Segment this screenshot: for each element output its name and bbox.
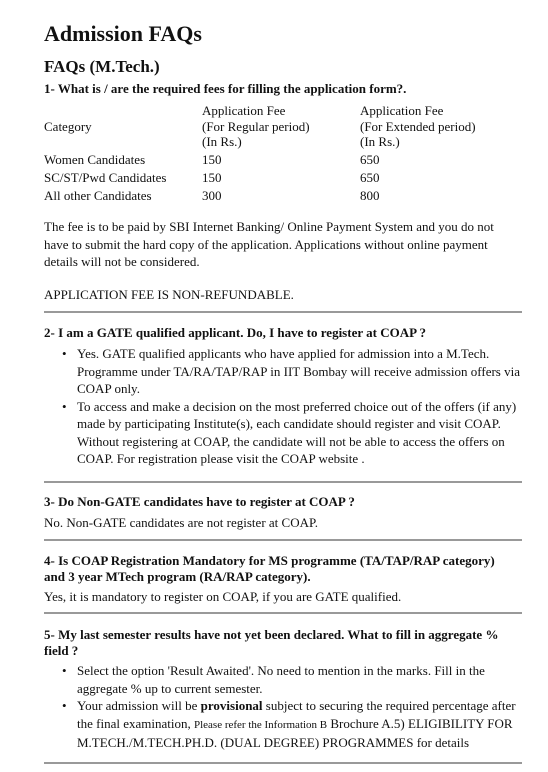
divider [44,481,522,483]
page-title: Admission FAQs [44,21,202,46]
header-extended-line: (In Rs.) [360,134,400,149]
cell-category: Women Candidates [44,152,146,167]
header-extended-line: Application Fee [360,103,444,118]
cell-category: All other Candidates [44,188,152,203]
section-subtitle: FAQs (M.Tech.) [44,57,160,76]
header-regular-line: (In Rs.) [202,134,242,149]
answer-5-text: Your admission will be [77,698,201,713]
list-item [44,697,524,752]
question-3: 3- Do Non-GATE candidates have to register at COAP ? [44,494,355,509]
cell-category: SC/ST/Pwd Candidates [44,170,167,185]
fee-table-header [44,103,476,150]
header-regular-line: (For Regular period) [202,118,310,134]
answer-3: No. Non-GATE candidates are not register at COAP. [44,515,319,530]
divider [44,539,522,541]
question-2: 2- I am a GATE qualified applicant. Do, I have to register at COAP ? [44,325,427,340]
answer-4: Yes, it is mandatory to register on COAP, if you are GATE qualified. [44,589,402,604]
non-refundable-note: APPLICATION FEE IS NON-REFUNDABLE. [44,287,294,302]
question-4: 4- Is COAP Registration Mandatory for MS programme (TA/TAP/RAP category) and 3 year MTech program (RA/RAP category). [44,553,495,584]
header-regular [202,103,360,150]
cell-extended: 800 [360,188,380,203]
answer-5-list [44,662,524,752]
list-item: • Yes. GATE qualified applicants who have applied for admission into a M.Tech. Programme under TA/RA/TAP/RAP in IIT Bombay will receive admission offers via COAP only. [44,345,524,398]
table-row [44,150,476,168]
table-row [44,186,476,204]
cell-extended: 650 [360,152,380,167]
list-item: • Select the option 'Result Awaited'. No need to mention in the marks. Fill in the aggregate % up to current semester. [44,662,524,697]
header-extended-line: (For Extended period) [360,118,476,134]
list-item: • To access and make a decision on the most preferred choice out of the offers (if any) made by participating Institute(s), each candidate should register and visit COAP. Without registering at COAP, the candidate will not be able to access the offers on COAP. For registration please visit the COAP website . [44,398,524,468]
header-category: Category [44,118,92,134]
cell-regular: 300 [202,188,222,203]
cell-extended: 650 [360,170,380,185]
divider [44,612,522,614]
question-5: 5- My last semester results have not yet been declared. What to fill in aggregate % field ? [44,627,499,658]
header-regular-line: Application Fee [202,103,286,118]
question-1: 1- What is / are the required fees for filling the application form?. [44,81,407,96]
provisional-emphasis: provisional [200,698,263,713]
fee-payment-note: The fee is to be paid by SBI Internet Banking/ Online Payment System and you do not have to submit the hard copy of the application. Applications without online payment details will not be considered. [44,219,494,269]
answer-5-text: Brochure A.5) ELIGIBILITY FOR M.TECH./M.TECH.PH.D. (DUAL DEGREE) PROGRAMMES for details [77,715,513,750]
cell-regular: 150 [202,152,222,167]
table-row [44,168,476,186]
divider [44,311,522,313]
answer-5-reference: Please refer the Information B [193,718,328,731]
header-extended [360,103,476,150]
answer-5-text: subject to securing the required percentage after the final examination, [77,698,516,731]
answer-2-list [44,345,524,468]
fee-table [44,103,476,204]
cell-regular: 150 [202,170,222,185]
divider [44,762,522,764]
